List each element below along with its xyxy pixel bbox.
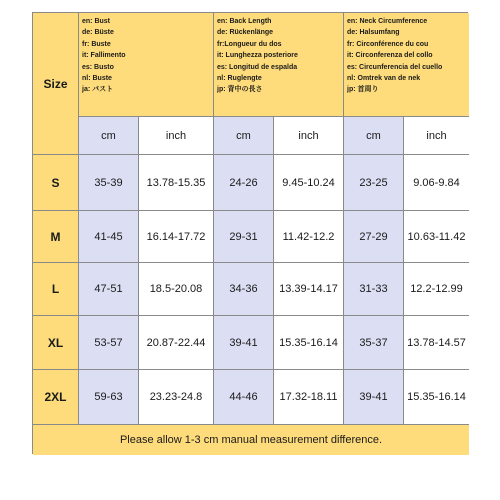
value-cm: 59-63 — [79, 370, 139, 425]
translation-line: it: Fallimento — [82, 52, 126, 60]
value-inch: 15.35-16.14 — [274, 316, 344, 370]
value-inch: 16.14-17.72 — [139, 211, 214, 263]
translation-line: fr:Longueur du dos — [217, 40, 282, 48]
translation-line: nl: Buste — [82, 75, 112, 83]
value-cm: 44-46 — [214, 370, 274, 425]
unit-header-cm: cm — [79, 117, 139, 155]
translation-line: en: Neck Circumference — [347, 18, 428, 25]
value-cm: 47-51 — [79, 263, 139, 316]
value-inch: 23.23-24.8 — [139, 370, 214, 425]
value-cm: 29-31 — [214, 211, 274, 263]
measurement-translations — [79, 13, 214, 117]
translation-line: de: Büste — [82, 29, 114, 37]
size-label: XL — [33, 316, 79, 370]
measurement-translations — [214, 13, 344, 117]
translation-line: en: Back Length — [217, 18, 272, 25]
translation-line: jp: 背中の長さ — [217, 86, 263, 94]
value-cm: 34-36 — [214, 263, 274, 316]
value-inch: 11.42-12.2 — [274, 211, 344, 263]
translation-line: it: Lunghezza posteriore — [217, 52, 298, 60]
translation-line: nl: Omtrek van de nek — [347, 75, 421, 83]
value-inch: 18.5-20.08 — [139, 263, 214, 316]
translation-line: es: Longitud de espalda — [217, 63, 298, 71]
value-cm: 35-37 — [344, 316, 404, 370]
translation-line: en: Bust — [82, 18, 110, 25]
size-label: S — [33, 155, 79, 211]
value-cm: 31-33 — [344, 263, 404, 316]
translation-line: jp: 首周り — [347, 86, 379, 94]
translation-line: es: Busto — [82, 63, 114, 71]
translation-line: es: Circunferencia del cuello — [347, 63, 443, 71]
translation-line: de: Halsumfang — [347, 29, 400, 37]
measurement-translations — [344, 13, 469, 117]
value-inch: 9.06-9.84 — [404, 155, 469, 211]
value-inch: 20.87-22.44 — [139, 316, 214, 370]
translation-line: it: Circonferenza del collo — [347, 52, 433, 60]
value-cm: 53-57 — [79, 316, 139, 370]
size-label: M — [33, 211, 79, 263]
value-cm: 23-25 — [344, 155, 404, 211]
size-header: Size — [33, 13, 79, 155]
size-chart — [32, 12, 468, 454]
unit-header-cm: cm — [214, 117, 274, 155]
unit-header-inch: inch — [274, 117, 344, 155]
value-cm: 24-26 — [214, 155, 274, 211]
value-cm: 35-39 — [79, 155, 139, 211]
value-inch: 12.2-12.99 — [404, 263, 469, 316]
value-inch: 10.63-11.42 — [404, 211, 469, 263]
unit-header-inch: inch — [139, 117, 214, 155]
value-cm: 39-41 — [344, 370, 404, 425]
translation-line: fr: Buste — [82, 40, 111, 48]
value-cm: 27-29 — [344, 211, 404, 263]
measurement-note: Please allow 1-3 cm manual measurement difference. — [33, 425, 469, 455]
value-inch: 13.78-14.57 — [404, 316, 469, 370]
unit-header-cm: cm — [344, 117, 404, 155]
translation-line: nl: Ruglengte — [217, 75, 262, 83]
translation-line: de: Rückenlänge — [217, 29, 274, 37]
size-label: 2XL — [33, 370, 79, 425]
value-cm: 39-41 — [214, 316, 274, 370]
value-cm: 41-45 — [79, 211, 139, 263]
translation-line: fr: Circonférence du cou — [347, 40, 429, 48]
value-inch: 17.32-18.11 — [274, 370, 344, 425]
value-inch: 13.78-15.35 — [139, 155, 214, 211]
size-label: L — [33, 263, 79, 316]
translation-line: ja: バスト — [82, 86, 114, 94]
value-inch: 13.39-14.17 — [274, 263, 344, 316]
unit-header-inch: inch — [404, 117, 469, 155]
value-inch: 15.35-16.14 — [404, 370, 469, 425]
value-inch: 9.45-10.24 — [274, 155, 344, 211]
